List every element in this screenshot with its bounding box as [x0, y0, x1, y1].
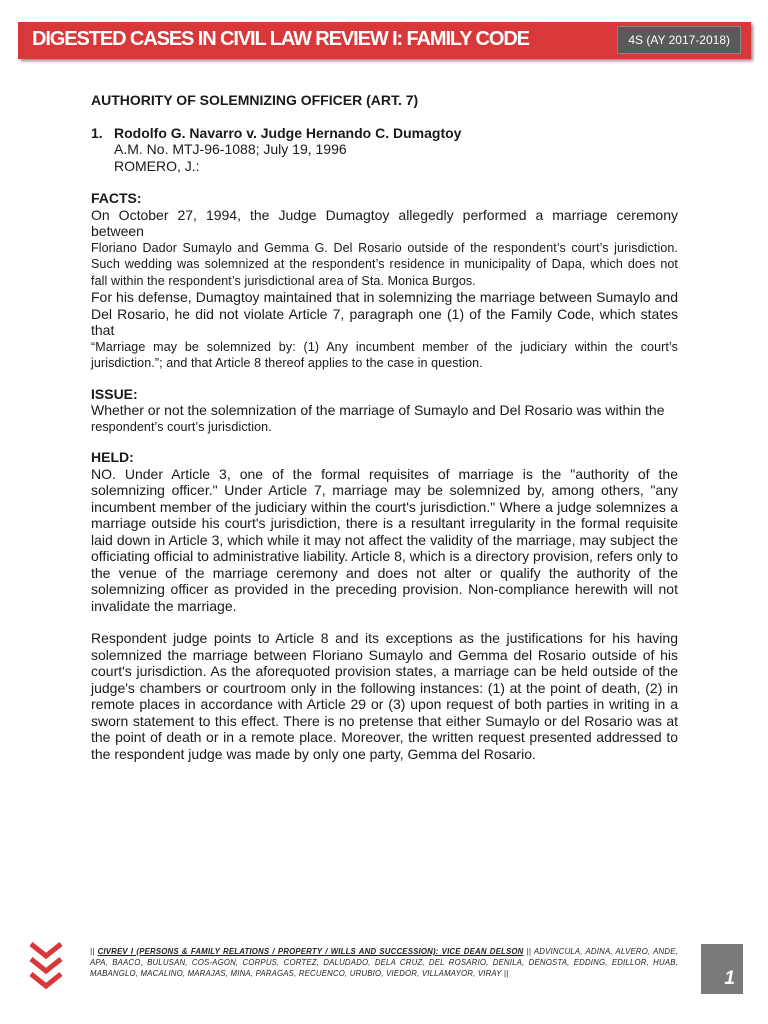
- facts-paragraph-2-rest: “Marriage may be solemnized by: (1) Any incumbent member of the judiciary within the court’s jurisdiction.”; and that Article 8 thereof applies to the case in question.: [91, 339, 678, 370]
- held-paragraph-2: Respondent judge points to Article 8 and its exceptions as the justifications for his having solemnized the marriage between Floriano Sumaylo and Gemma del Rosario outside of his court's jurisdiction. As the aforequoted provision states, a marriage can be held outside of the judge's chambers or courtroom only in the following instances: (1) at the point of death, (2) in remote places in accordance with Article 29 or (3) upon request of both parties in writing in a sworn statement to this effect. There is no pretense that either Sumaylo or del Rosario was at the point of death or in a remote place. Moreover, the written request presented addressed to the respondent judge was made by only one party, Gemma del Rosario.: [91, 630, 678, 762]
- facts-label: FACTS:: [91, 190, 142, 206]
- facts-paragraph-2-lead: For his defense, Dumagtoy maintained that in solemnizing the marriage between Sumaylo and Del Rosario, he did not violate Article 7, paragraph one (1) of the Family Code, which states that: [91, 289, 678, 338]
- case-citation: A.M. No. MTJ-96-1088; July 19, 1996: [114, 141, 347, 157]
- page-number: 1: [724, 968, 735, 989]
- issue-text-lead: Whether or not the solemnization of the marriage of Sumaylo and Del Rosario was within the: [91, 402, 665, 418]
- document-body: [91, 92, 678, 762]
- header-bar: [18, 22, 751, 59]
- footer-members: || ADVINCULA, ADINA, ALVERO, ANDE, APA, BAACO, BULUSAN, COS-AGON, CORPUS, CORTEZ, DALUDADO, DELA CRUZ, DEL ROSARIO, DENILA, DENOSTA, EDDING, EDILLOR, HUAB, MABANGLO, MACALINO, MARAJAS, MINA, PARAGAS, RECUENCO, URUBIO, VIEDOR, VILLAMAYOR, VIRAY ||: [90, 947, 678, 978]
- case-number: 1.: [91, 124, 103, 141]
- topic-heading: AUTHORITY OF SOLEMNIZING OFFICER (ART. 7): [91, 92, 419, 108]
- footer-prefix: ||: [90, 947, 95, 956]
- held-paragraph-1: NO. Under Article 3, one of the formal requisites of marriage is the "authority of the solemnizing officer." Under Article 7, marriage may be solemnized by, among others, "any incumbent member of the judiciary within the court's jurisdiction." Where a judge solemnizes a marriage outside his court's jurisdiction, there is a resultant irregularity in the formal requisite laid down in Article 3, which while it may not affect the validity of the marriage, may subject the officiating official to administrative liability. Article 8, which is a directory provision, refers only to the venue of the marriage ceremony and does not alter or qualify the authority of the solemnizing officer as provided in the preceding provision. Non-compliance herewith will not invalidate the marriage.: [91, 465, 678, 614]
- header-title: DIGESTED CASES IN CIVIL LAW REVIEW I: FAMILY CODE: [32, 28, 529, 50]
- held-label: HELD:: [91, 449, 134, 465]
- issue-text-rest: respondent’s court’s jurisdiction.: [91, 419, 272, 434]
- facts-paragraph-1-lead: On October 27, 1994, the Judge Dumagtoy allegedly performed a marriage ceremony between: [91, 206, 678, 239]
- case-title: Rodolfo G. Navarro v. Judge Hernando C. Dumagtoy: [114, 124, 462, 141]
- facts-paragraph-1-rest: Floriano Dador Sumaylo and Gemma G. Del Rosario outside of the respondent’s court’s jurisdiction. Such wedding was solemnized at the respondent’s residence in municipality of Dapa, which does not fall within the respondent’s jurisdictional area of Sta. Monica Burgos.: [91, 240, 678, 288]
- case-entry: [91, 125, 678, 175]
- section-badge: 4S (AY 2017-2018): [617, 26, 741, 54]
- issue-label: ISSUE:: [91, 385, 138, 402]
- footer-course: CIVREV I (PERSONS & FAMILY RELATIONS / PROPERTY / WILLS AND SUCCESSION): VICE DEAN DELSON: [97, 947, 524, 956]
- chevron-down-icon: [28, 940, 64, 996]
- footer-credits: [90, 946, 678, 979]
- page-number-box: [701, 944, 743, 994]
- case-ponente: ROMERO, J.:: [114, 157, 200, 174]
